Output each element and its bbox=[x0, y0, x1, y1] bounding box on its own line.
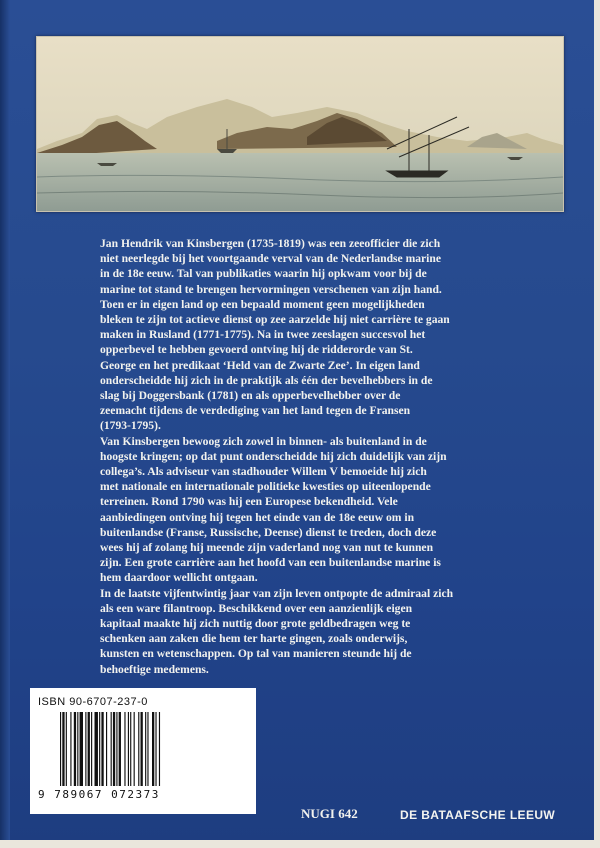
blurb-line: buitenlandse (Franse, Russische, Deense) dienst te treden, doch deze bbox=[100, 525, 437, 539]
barcode-label bbox=[30, 688, 256, 814]
isbn-number: ISBN 90-6707-237-0 bbox=[38, 696, 148, 708]
blurb-line: wees hij af zolang hij meende zijn vaderland nog van nut te kunnen bbox=[100, 541, 434, 555]
spine-shadow bbox=[0, 0, 10, 848]
blurb-line: George en het predikaat ‘Held van de Zwarte Zee’. In eigen land bbox=[100, 358, 420, 372]
barcode bbox=[60, 712, 240, 786]
blurb-line: maken in Rusland (1771-1775). Na in twee zeeslagen succesvol het bbox=[100, 328, 426, 342]
blurb-line: hoogste kringen; op dat punt onderscheidde hij zich duidelijk van zijn bbox=[100, 449, 447, 463]
blurb-line: collega’s. Als adviseur van stadhouder Willem V bemoeide hij zich bbox=[100, 465, 427, 479]
nugi-code: NUGI 642 bbox=[301, 806, 358, 821]
blurb-line: marine tot stand te brengen hervormingen verschenen van zijn hand. bbox=[100, 282, 442, 296]
blurb-line: kunsten en wetenschappen. Op tal van manieren steunde hij de bbox=[100, 647, 412, 661]
blurb-line: Jan Hendrik van Kinsbergen (1735-1819) was een zeeofficier die zich bbox=[100, 237, 441, 250]
blurb-line: in de 18e eeuw. Tal van publikaties waarin hij opkwam voor bij de bbox=[100, 267, 427, 281]
blurb-line: In de laatste vijfentwintig jaar van zijn leven ontpopte de admiraal zich bbox=[100, 586, 454, 600]
blurb-line: (1793-1795). bbox=[100, 419, 161, 433]
back-cover-blurb bbox=[100, 236, 500, 677]
blurb-line: kapitaal maakte hij zich nuttig door grote geldbedragen weg te bbox=[100, 617, 411, 631]
blurb-line: hem daardoor wellicht ontgaan. bbox=[100, 571, 258, 585]
ean-number: 9 789067 072373 bbox=[38, 788, 160, 801]
blurb-line: bleken te zijn tot actieve dienst op zee aarzelde hij niet carrière te gaan bbox=[100, 313, 450, 327]
blurb-paragraph-2 bbox=[100, 434, 500, 586]
blurb-line: als een ware filantroop. Beschikkend over een aanzienlijk eigen bbox=[100, 601, 413, 615]
cover-painting bbox=[36, 36, 564, 212]
blurb-line: zijn. Een grote carrière aan het hoofd van een buitenlandse marine is bbox=[100, 556, 441, 570]
blurb-line: zeemacht tijdens de verdediging van het land tegen de Fransen bbox=[100, 404, 411, 418]
blurb-line: schenken aan zaken die hem ter harte gingen, zoals onderwijs, bbox=[100, 632, 408, 646]
blurb-line: niet neerlegde bij het voortgaande verval van de Nederlandse marine bbox=[100, 252, 442, 266]
blurb-line: aanbiedingen ontving hij tegen het einde van de 18e eeuw om in bbox=[100, 510, 415, 524]
blurb-line: terreinen. Rond 1790 was hij een Europese bekendheid. Vele bbox=[100, 495, 398, 509]
blurb-line: onderscheidde hij zich in de praktijk als één der bevelhebbers in de bbox=[100, 373, 433, 387]
blurb-line: slag bij Doggersbank (1781) en als opperbevelhebber over de bbox=[100, 389, 401, 403]
blurb-paragraph-1 bbox=[100, 236, 500, 434]
blurb-line: behoeftige medemens. bbox=[100, 662, 209, 676]
page-edge-right bbox=[594, 0, 600, 848]
blurb-line: Van Kinsbergen bewoog zich zowel in binnen- als buitenland in de bbox=[100, 434, 427, 448]
seascape-illustration bbox=[37, 37, 563, 211]
blurb-line: opperbevel te hebben gevoerd ontving hij de ridderorde van St. bbox=[100, 343, 413, 357]
blurb-paragraph-3 bbox=[100, 586, 500, 677]
publisher-name: DE BATAAFSCHE LEEUW bbox=[400, 808, 556, 822]
blurb-line: Toen er in eigen land op een bepaald moment geen mogelijkheden bbox=[100, 297, 425, 311]
page-edge-bottom bbox=[0, 840, 600, 848]
blurb-line: met nationale en internationale politieke kwesties op uiteenlopende bbox=[100, 480, 431, 494]
